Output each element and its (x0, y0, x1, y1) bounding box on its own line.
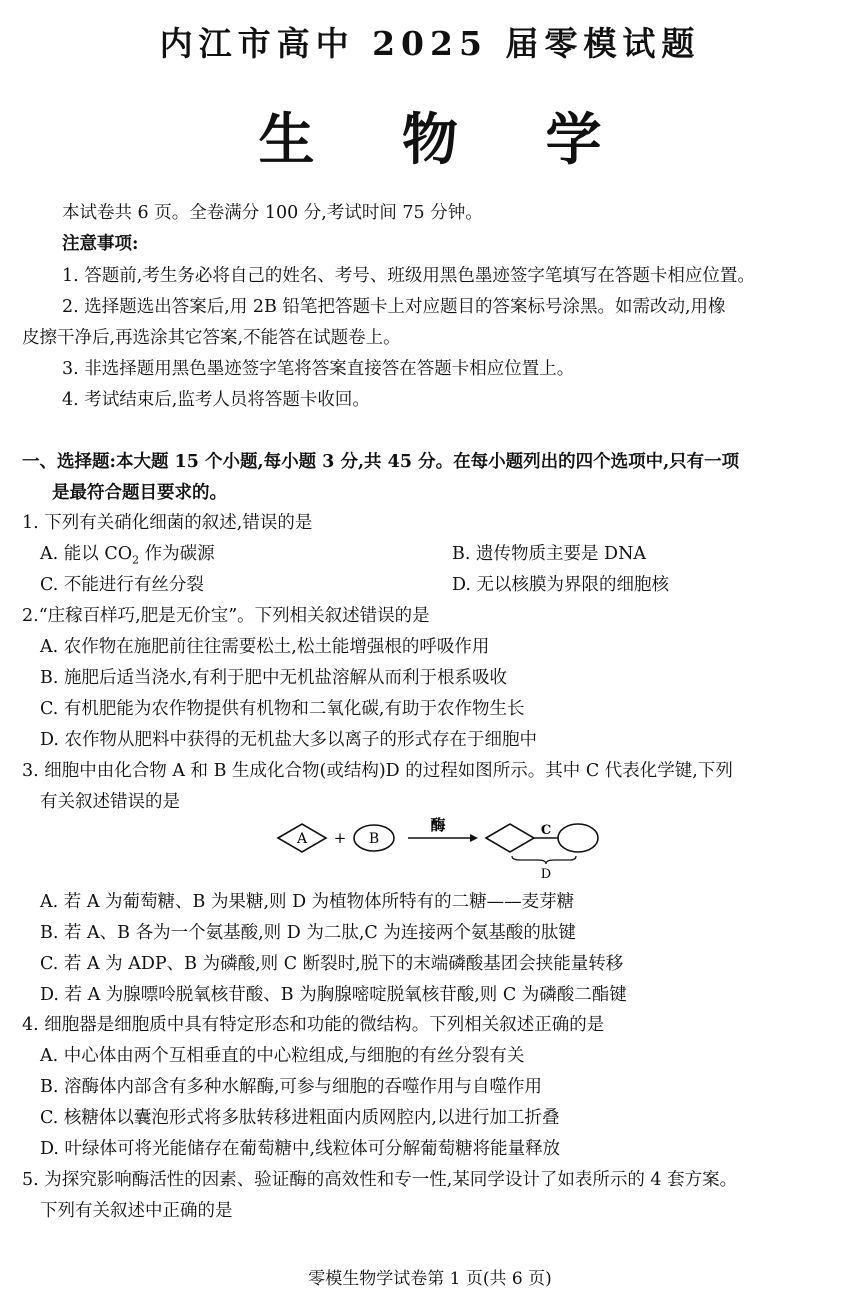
product-diamond (486, 824, 534, 852)
q4-stem: 4. 细胞器是细胞质中具有特定形态和功能的微结构。下列相关叙述正确的是 (22, 1015, 605, 1035)
product-brace (512, 856, 576, 864)
note-2-line-1: 2. 选择题选出答案后,用 2B 铅笔把答题卡上对应题目的答案标号涂黑。如需改动,用橡 (62, 297, 726, 317)
subject-title: 生 物 学 (258, 107, 636, 173)
q4-option-a: A. 中心体由两个互相垂直的中心粒组成,与细胞的有丝分裂有关 (40, 1046, 525, 1066)
q1-option-a: A. 能以 $CO_2$ 作为碳源 (40, 544, 215, 567)
q1-option-b: B. 遗传物质主要是 DNA (452, 544, 647, 564)
exam-title: 内江市高中 2025 届零模试题 (159, 24, 701, 63)
q4-option-c: C. 核糖体以囊泡形式将多肽转移进粗面内质网腔内,以进行加工折叠 (40, 1108, 560, 1128)
q3-option-b: B. 若 A、B 各为一个氨基酸,则 D 为二肽,C 为连接两个氨基酸的肽键 (40, 923, 576, 943)
reaction-diagram (270, 816, 610, 882)
q1-option-d: D. 无以核膜为界限的细胞核 (452, 575, 670, 595)
q3-stem-line-1: 3. 细胞中由化合物 A 和 B 生成化合物(或结构)D 的过程如图所示。其中 C 代表化学键,下列 (22, 761, 733, 781)
section-heading-line-1: 一、选择题:本大题 15 个小题,每小题 3 分,共 45 分。在每小题列出的四个选项中,只有一项 (22, 452, 740, 472)
exam-summary: 本试卷共 6 页。全卷满分 100 分,考试时间 75 分钟。 (62, 203, 483, 223)
q5-stem-line-2: 下列有关叙述中正确的是 (40, 1201, 233, 1221)
q1-stem: 1. 下列有关硝化细菌的叙述,错误的是 (22, 513, 313, 533)
q4-option-b: B. 溶酶体内部含有多种水解酶,可参与细胞的吞噬作用与自噬作用 (40, 1077, 543, 1097)
q3-option-c: C. 若 A 为 ADP、B 为磷酸,则 C 断裂时,脱下的末端磷酸基团会挟能量转移 (40, 954, 624, 974)
q2-stem: 2.“庄稼百样巧,肥是无价宝”。下列相关叙述错误的是 (22, 606, 430, 626)
q1-option-c: C. 不能进行有丝分裂 (40, 575, 204, 595)
q3-stem-line-2: 有关叙述错误的是 (40, 792, 180, 812)
note-4: 4. 考试结束后,监考人员将答题卡收回。 (62, 390, 370, 410)
plus-sign: + (333, 829, 347, 847)
q2-option-b: B. 施肥后适当浇水,有利于肥中无机盐溶解从而利于根系吸收 (40, 668, 508, 688)
q3-option-d: D. 若 A 为腺嘌呤脱氧核苷酸、B 为胸腺嘧啶脱氧核苷酸,则 C 为磷酸二酯键 (40, 985, 627, 1005)
note-1: 1. 答题前,考生务必将自己的姓名、考号、班级用黑色墨迹签字笔填写在答题卡相应位置。 (62, 266, 755, 286)
product-circle (558, 824, 598, 852)
note-3: 3. 非选择题用黑色墨迹签字笔将答案直接答在答题卡相应位置上。 (62, 359, 575, 379)
page-footer: 零模生物学试卷第 1 页(共 6 页) (308, 1269, 552, 1289)
q2-option-c: C. 有机肥能为农作物提供有机物和二氧化碳,有助于农作物生长 (40, 699, 525, 719)
section-heading-line-2: 是最符合题目要求的。 (52, 483, 227, 503)
notes-heading: 注意事项: (62, 234, 139, 254)
q5-stem-line-1: 5. 为探究影响酶活性的因素、验证酶的高效性和专一性,某同学设计了如表所示的 4 套方案。 (22, 1170, 738, 1190)
enzyme-label: 酶 (430, 816, 446, 834)
compound-a-label: A (296, 831, 308, 847)
q4-option-d: D. 叶绿体可将光能储存在葡萄糖中,线粒体可分解葡萄糖将能量释放 (40, 1139, 561, 1159)
reaction-arrow-head (470, 834, 478, 842)
q3-option-a: A. 若 A 为葡萄糖、B 为果糖,则 D 为植物体所特有的二糖——麦芽糖 (40, 892, 575, 912)
product-d-label: D (540, 867, 552, 882)
bond-c-label: C (540, 823, 552, 838)
q2-option-d: D. 农作物从肥料中获得的无机盐大多以离子的形式存在于细胞中 (40, 730, 538, 750)
note-2-line-2: 皮擦干净后,再选涂其它答案,不能答在试题卷上。 (22, 328, 401, 348)
compound-b-label: B (368, 831, 380, 847)
q2-option-a: A. 农作物在施肥前往往需要松土,松土能增强根的呼吸作用 (40, 637, 490, 657)
